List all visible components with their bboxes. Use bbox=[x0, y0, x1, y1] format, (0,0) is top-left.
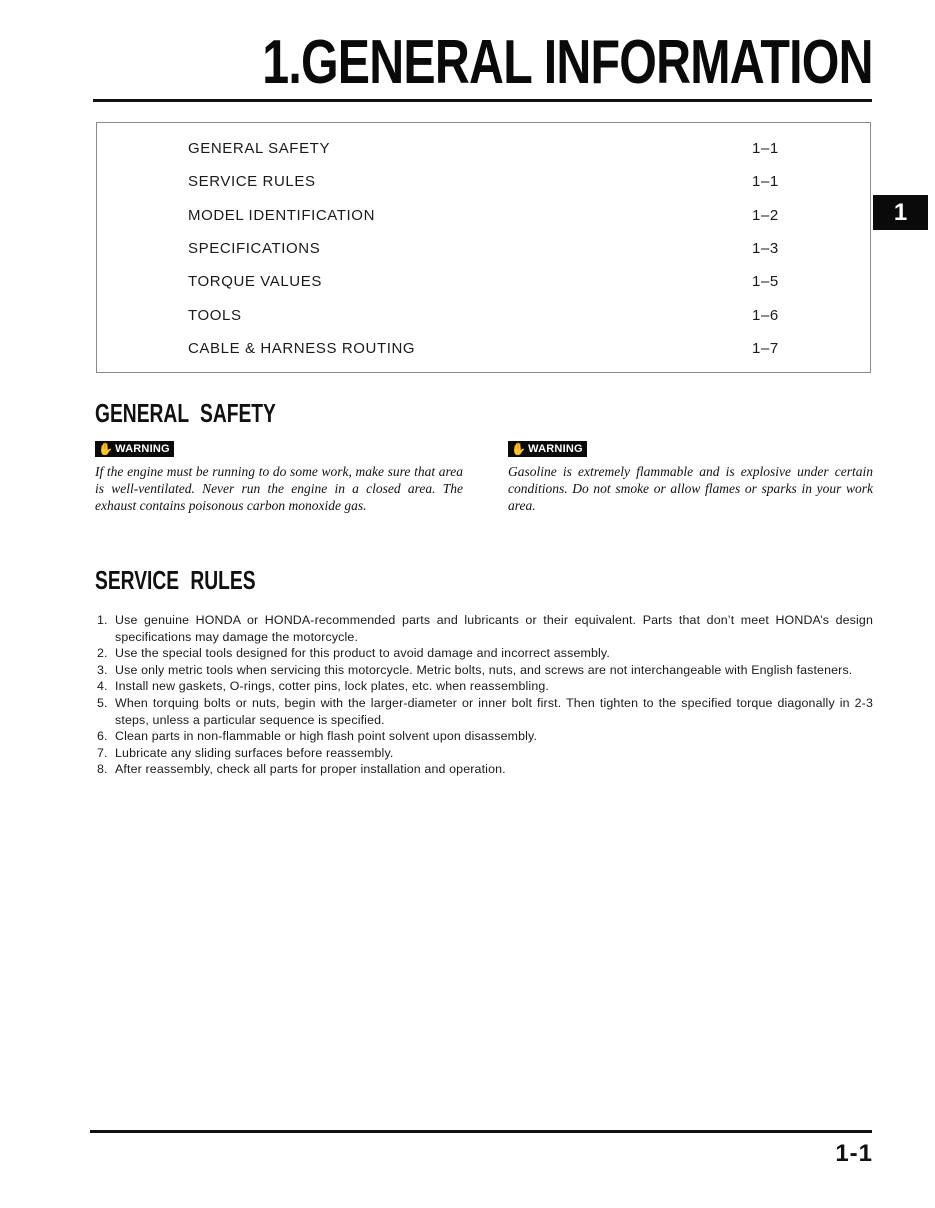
list-item: 5. When torquing bolts or nuts, begin with the larger-diameter or inner bolt first. Then tighten to the specified torque diagonally in 2-3 steps, unless a particular sequence is specified. bbox=[97, 695, 873, 727]
toc-item[interactable] bbox=[188, 273, 788, 293]
toc-item[interactable] bbox=[188, 207, 788, 227]
list-item: 3. Use only metric tools when servicing this motorcycle. Metric bolts, nuts, and screws are not interchangeable with English fasteners. bbox=[97, 662, 853, 677]
section-heading-general-safety: GENERAL SAFETY bbox=[95, 398, 276, 428]
toc-item-label: SERVICE RULES bbox=[188, 173, 316, 190]
hand-icon: ✋ bbox=[98, 442, 114, 456]
toc-item-page: 1–1 bbox=[752, 140, 779, 157]
list-item: 6. Clean parts in non-flammable or high flash point solvent upon disassembly. bbox=[97, 729, 538, 744]
toc-item[interactable] bbox=[188, 340, 788, 360]
service-rules-list bbox=[97, 612, 873, 778]
warning-text: Gasoline is extremely flammable and is explosive under certain conditions. Do not smoke or allow flames or sparks in your work area. bbox=[508, 464, 873, 513]
toc-item-label: TOOLS bbox=[188, 307, 242, 324]
warning-text: If the engine must be running to do some work, make sure that area is well-ventilated. Never run the engine in a closed area. The exhaust contains poisonous carbon monoxide gas. bbox=[95, 464, 463, 513]
toc-item-page: 1–3 bbox=[752, 240, 779, 257]
toc-item[interactable] bbox=[188, 140, 788, 160]
hand-icon: ✋ bbox=[511, 442, 527, 456]
list-item: 7. Lubricate any sliding surfaces before reassembly. bbox=[97, 745, 394, 760]
toc-item[interactable] bbox=[188, 173, 788, 193]
chapter-title: 1.GENERAL INFORMATION bbox=[262, 28, 873, 97]
toc-item-page: 1–6 bbox=[752, 307, 779, 324]
title-divider bbox=[93, 99, 872, 102]
list-item: 1. Use genuine HONDA or HONDA-recommended parts and lubricants or their equivalent. Parts that don’t meet HONDA’s design specifications may damage the motorcycle. bbox=[97, 613, 873, 644]
toc-item[interactable] bbox=[188, 240, 788, 260]
list-item: 2. Use the special tools designed for this product to avoid damage and incorrect assembly. bbox=[97, 646, 610, 661]
toc-item-label: TORQUE VALUES bbox=[188, 273, 322, 290]
warning-label: WARNING bbox=[115, 443, 170, 455]
toc-item-label: CABLE & HARNESS ROUTING bbox=[188, 340, 416, 357]
list-item: 4. Install new gaskets, O-rings, cotter pins, lock plates, etc. when reassembling. bbox=[97, 679, 550, 694]
toc-item-page: 1–1 bbox=[752, 173, 779, 190]
warning-badge bbox=[95, 441, 174, 457]
chapter-tab[interactable]: 1 bbox=[873, 195, 928, 230]
toc-item-label: SPECIFICATIONS bbox=[188, 240, 321, 257]
toc-item[interactable] bbox=[188, 307, 788, 327]
toc-item-page: 1–5 bbox=[752, 273, 779, 290]
footer-divider bbox=[90, 1130, 872, 1133]
table-of-contents bbox=[96, 122, 871, 373]
page-number: 1-1 bbox=[835, 1140, 873, 1167]
section-heading-service-rules: SERVICE RULES bbox=[95, 565, 256, 595]
list-item: 8. After reassembly, check all parts for proper installation and operation. bbox=[97, 762, 506, 777]
warning-badge bbox=[508, 441, 587, 457]
toc-item-page: 1–7 bbox=[752, 340, 779, 357]
warning-label: WARNING bbox=[528, 443, 583, 455]
toc-item-label: GENERAL SAFETY bbox=[188, 140, 331, 157]
toc-item-page: 1–2 bbox=[752, 207, 779, 224]
toc-item-label: MODEL IDENTIFICATION bbox=[188, 207, 376, 224]
